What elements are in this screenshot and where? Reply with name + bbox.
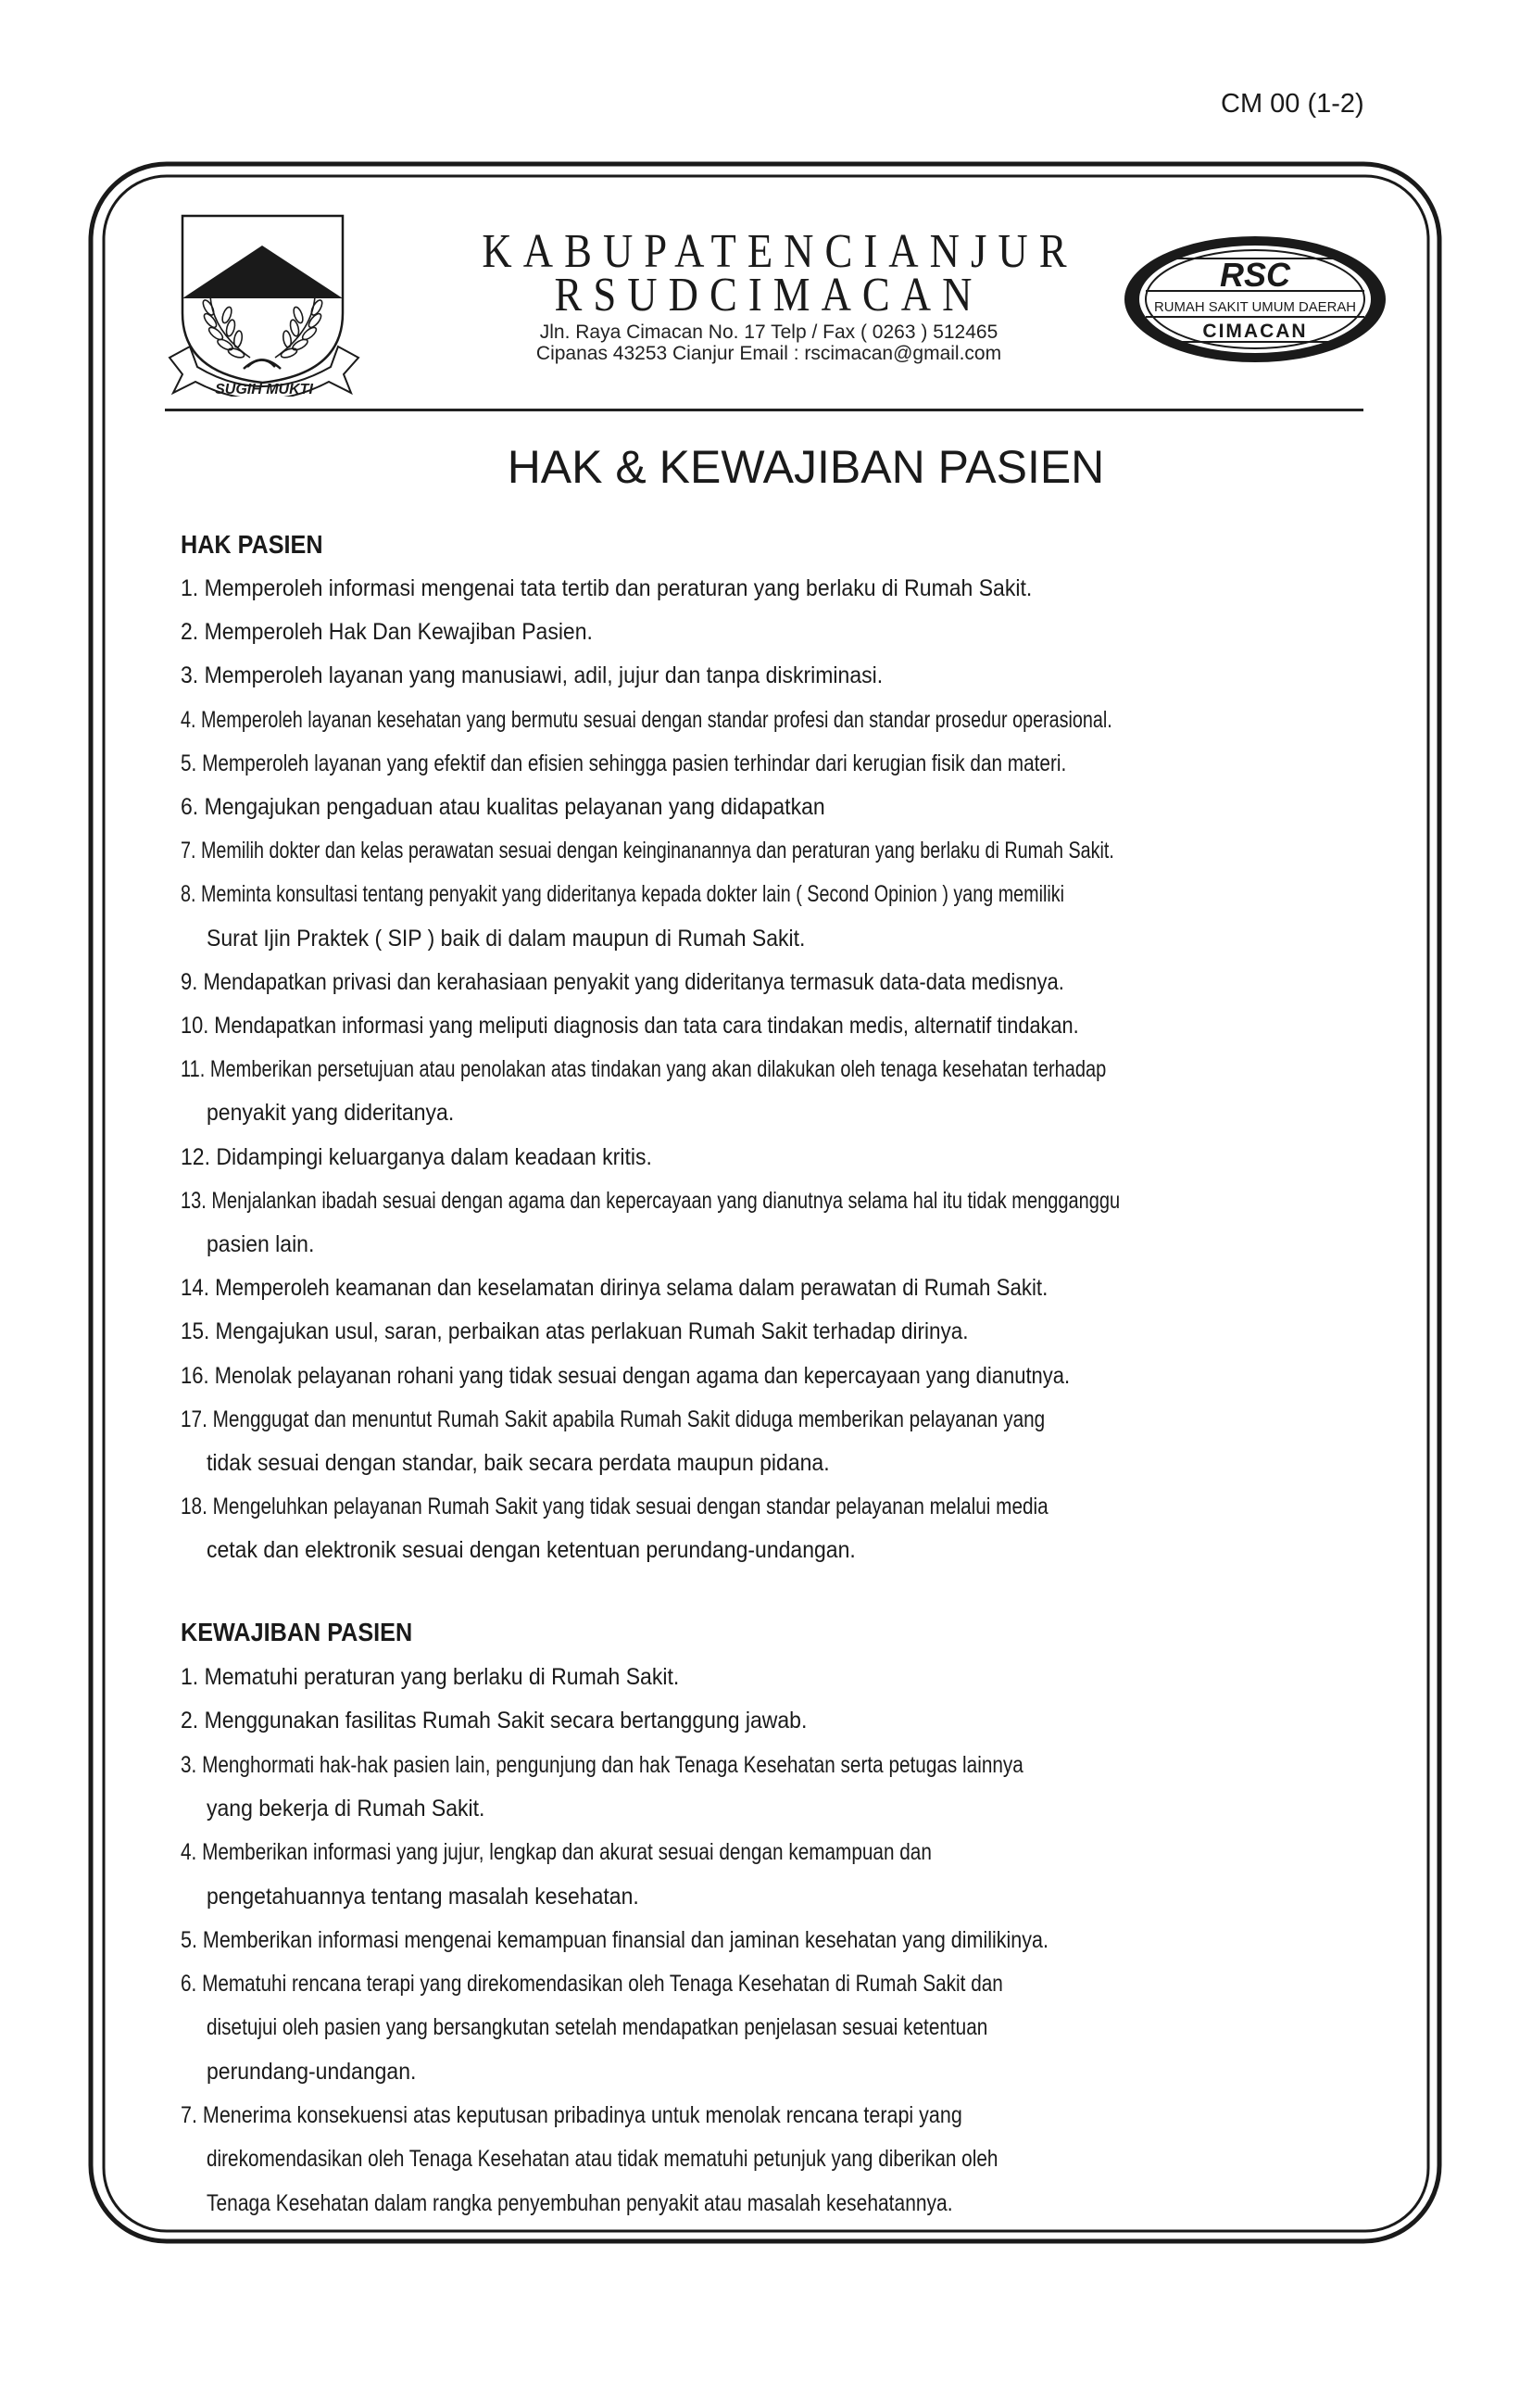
rsc-subtitle: RUMAH SAKIT UMUM DAERAH: [1154, 299, 1356, 315]
document-code: CM 00 (1-2): [1221, 89, 1364, 119]
list-item: 13. Menjalankan ibadah sesuai dengan agama dan kepercayaan yang dianutnya selama hal itu tidak mengganggu: [181, 1187, 1121, 1214]
list-item-continuation: pasien lain.: [207, 1231, 315, 1257]
list-item: 17. Menggugat dan menuntut Rumah Sakit apabila Rumah Sakit diduga memberikan pelayanan yang: [181, 1406, 1046, 1432]
list-item: 15. Mengajukan usul, saran, perbaikan atas perlakuan Rumah Sakit terhadap dirinya.: [181, 1318, 969, 1345]
list-item: 3. Memperoleh layanan yang manusiawi, adil, jujur dan tanpa diskriminasi.: [181, 662, 884, 689]
list-item: 12. Didampingi keluarganya dalam keadaan kritis.: [181, 1143, 652, 1170]
list-item-continuation: tidak sesuai dengan standar, baik secara perdata maupun pidana.: [207, 1450, 830, 1476]
list-item: 3. Menghormati hak-hak pasien lain, pengunjung dan hak Tenaga Kesehatan serta petugas lainnya: [181, 1751, 1023, 1778]
list-item: 11. Memberikan persetujuan atau penolakan atas tindakan yang akan dilakukan oleh tenaga kesehatan terhadap: [181, 1056, 1107, 1083]
section-heading-hak-pasien: HAK PASIEN: [181, 530, 323, 559]
list-item: 6. Mematuhi rencana terapi yang direkomendasikan oleh Tenaga Kesehatan di Rumah Sakit dan: [181, 1971, 1003, 1998]
list-item: 18. Mengeluhkan pelayanan Rumah Sakit yang tidak sesuai dengan standar pelayanan melalui media: [181, 1494, 1049, 1520]
list-item-continuation: yang bekerja di Rumah Sakit.: [207, 1795, 485, 1822]
letterhead-address: Jln. Raya Cimacan No. 17 Telp / Fax ( 0263 ) 512465: [539, 321, 998, 343]
rsc-abbr: RSC: [1219, 256, 1291, 294]
list-item-continuation: direkomendasikan oleh Tenaga Kesehatan atau tidak mematuhi petunjuk yang diberikan oleh: [207, 2146, 998, 2173]
page-title: HAK & KEWAJIBAN PASIEN: [507, 441, 1105, 493]
list-item: 6. Mengajukan pengaduan atau kualitas pelayanan yang didapatkan: [181, 794, 825, 820]
list-item: 4. Memberikan informasi yang jujur, lengkap dan akurat sesuai dengan kemampuan dan: [181, 1839, 932, 1866]
letterhead-contact: Cipanas 43253 Cianjur Email : rscimacan@gmail.com: [535, 343, 1002, 364]
list-item-continuation: Tenaga Kesehatan dalam rangka penyembuhan penyakit atau masalah kesehatannya.: [207, 2189, 953, 2216]
section-heading-kewajiban-pasien: KEWAJIBAN PASIEN: [181, 1618, 413, 1646]
list-item-continuation: disetujui oleh pasien yang bersangkutan setelah mendapatkan penjelasan sesuai ketentuan: [207, 2014, 988, 2041]
list-item: 4. Memperoleh layanan kesehatan yang bermutu sesuai dengan standar profesi dan standar prosedur operasional.: [181, 706, 1112, 733]
letterhead-hospital: RSUDCIMACAN: [554, 269, 984, 321]
list-item: 9. Mendapatkan privasi dan kerahasiaan penyakit yang dideritanya termasuk data-data medisnya.: [181, 968, 1064, 995]
list-item: 2. Memperoleh Hak Dan Kewajiban Pasien.: [181, 619, 593, 646]
list-item-continuation: penyakit yang dideritanya.: [207, 1100, 455, 1127]
list-item: 7. Menerima konsekuensi atas keputusan pribadinya untuk menolak rencana terapi yang: [181, 2102, 962, 2128]
list-item: 7. Memilih dokter dan kelas perawatan sesuai dengan keinginanannya dan peraturan yang berlaku di Rumah Sakit.: [181, 838, 1114, 864]
letterhead-divider: [165, 409, 1363, 411]
list-item: 5. Memberikan informasi mengenai kemampuan finansial dan jaminan kesehatan yang dimilikinya.: [181, 1926, 1049, 1953]
list-item: 2. Menggunakan fasilitas Rumah Sakit secara bertanggung jawab.: [181, 1708, 808, 1734]
list-item: 5. Memperoleh layanan yang efektif dan efisien sehingga pasien terhindar dari kerugian fisik dan materi.: [181, 750, 1067, 776]
list-item: 1. Mematuhi peraturan yang berlaku di Rumah Sakit.: [181, 1664, 680, 1690]
regency-shield-emblem-icon: [162, 211, 366, 397]
list-item: 8. Meminta konsultasi tentang penyakit yang dideritanya kepada dokter lain ( Second Opinion ) yang memiliki: [181, 881, 1065, 908]
list-item: 14. Memperoleh keamanan dan keselamatan dirinya selama dalam perawatan di Rumah Sakit.: [181, 1275, 1049, 1302]
rsc-name: CIMACAN: [1202, 321, 1308, 342]
list-item-continuation: Surat Ijin Praktek ( SIP ) baik di dalam maupun di Rumah Sakit.: [207, 925, 806, 952]
list-item-continuation: pengetahuannya tentang masalah kesehatan.: [207, 1883, 639, 1910]
letterhead-regency: KABUPATENCIANJUR: [482, 225, 1078, 278]
rsc-oval-logo-icon: [1121, 233, 1389, 365]
emblem-motto: SUGIH MUKTI: [215, 382, 313, 397]
list-item: 10. Mendapatkan informasi yang meliputi diagnosis dan tata cara tindakan medis, alternatif tindakan.: [181, 1013, 1079, 1039]
list-item: 1. Memperoleh informasi mengenai tata tertib dan peraturan yang berlaku di Rumah Sakit.: [181, 575, 1033, 601]
list-item-continuation: perundang-undangan.: [207, 2058, 417, 2085]
list-item-continuation: cetak dan elektronik sesuai dengan ketentuan perundang-undangan.: [207, 1537, 856, 1564]
list-item: 16. Menolak pelayanan rohani yang tidak sesuai dengan agama dan kepercayaan yang dianutnya.: [181, 1362, 1071, 1389]
